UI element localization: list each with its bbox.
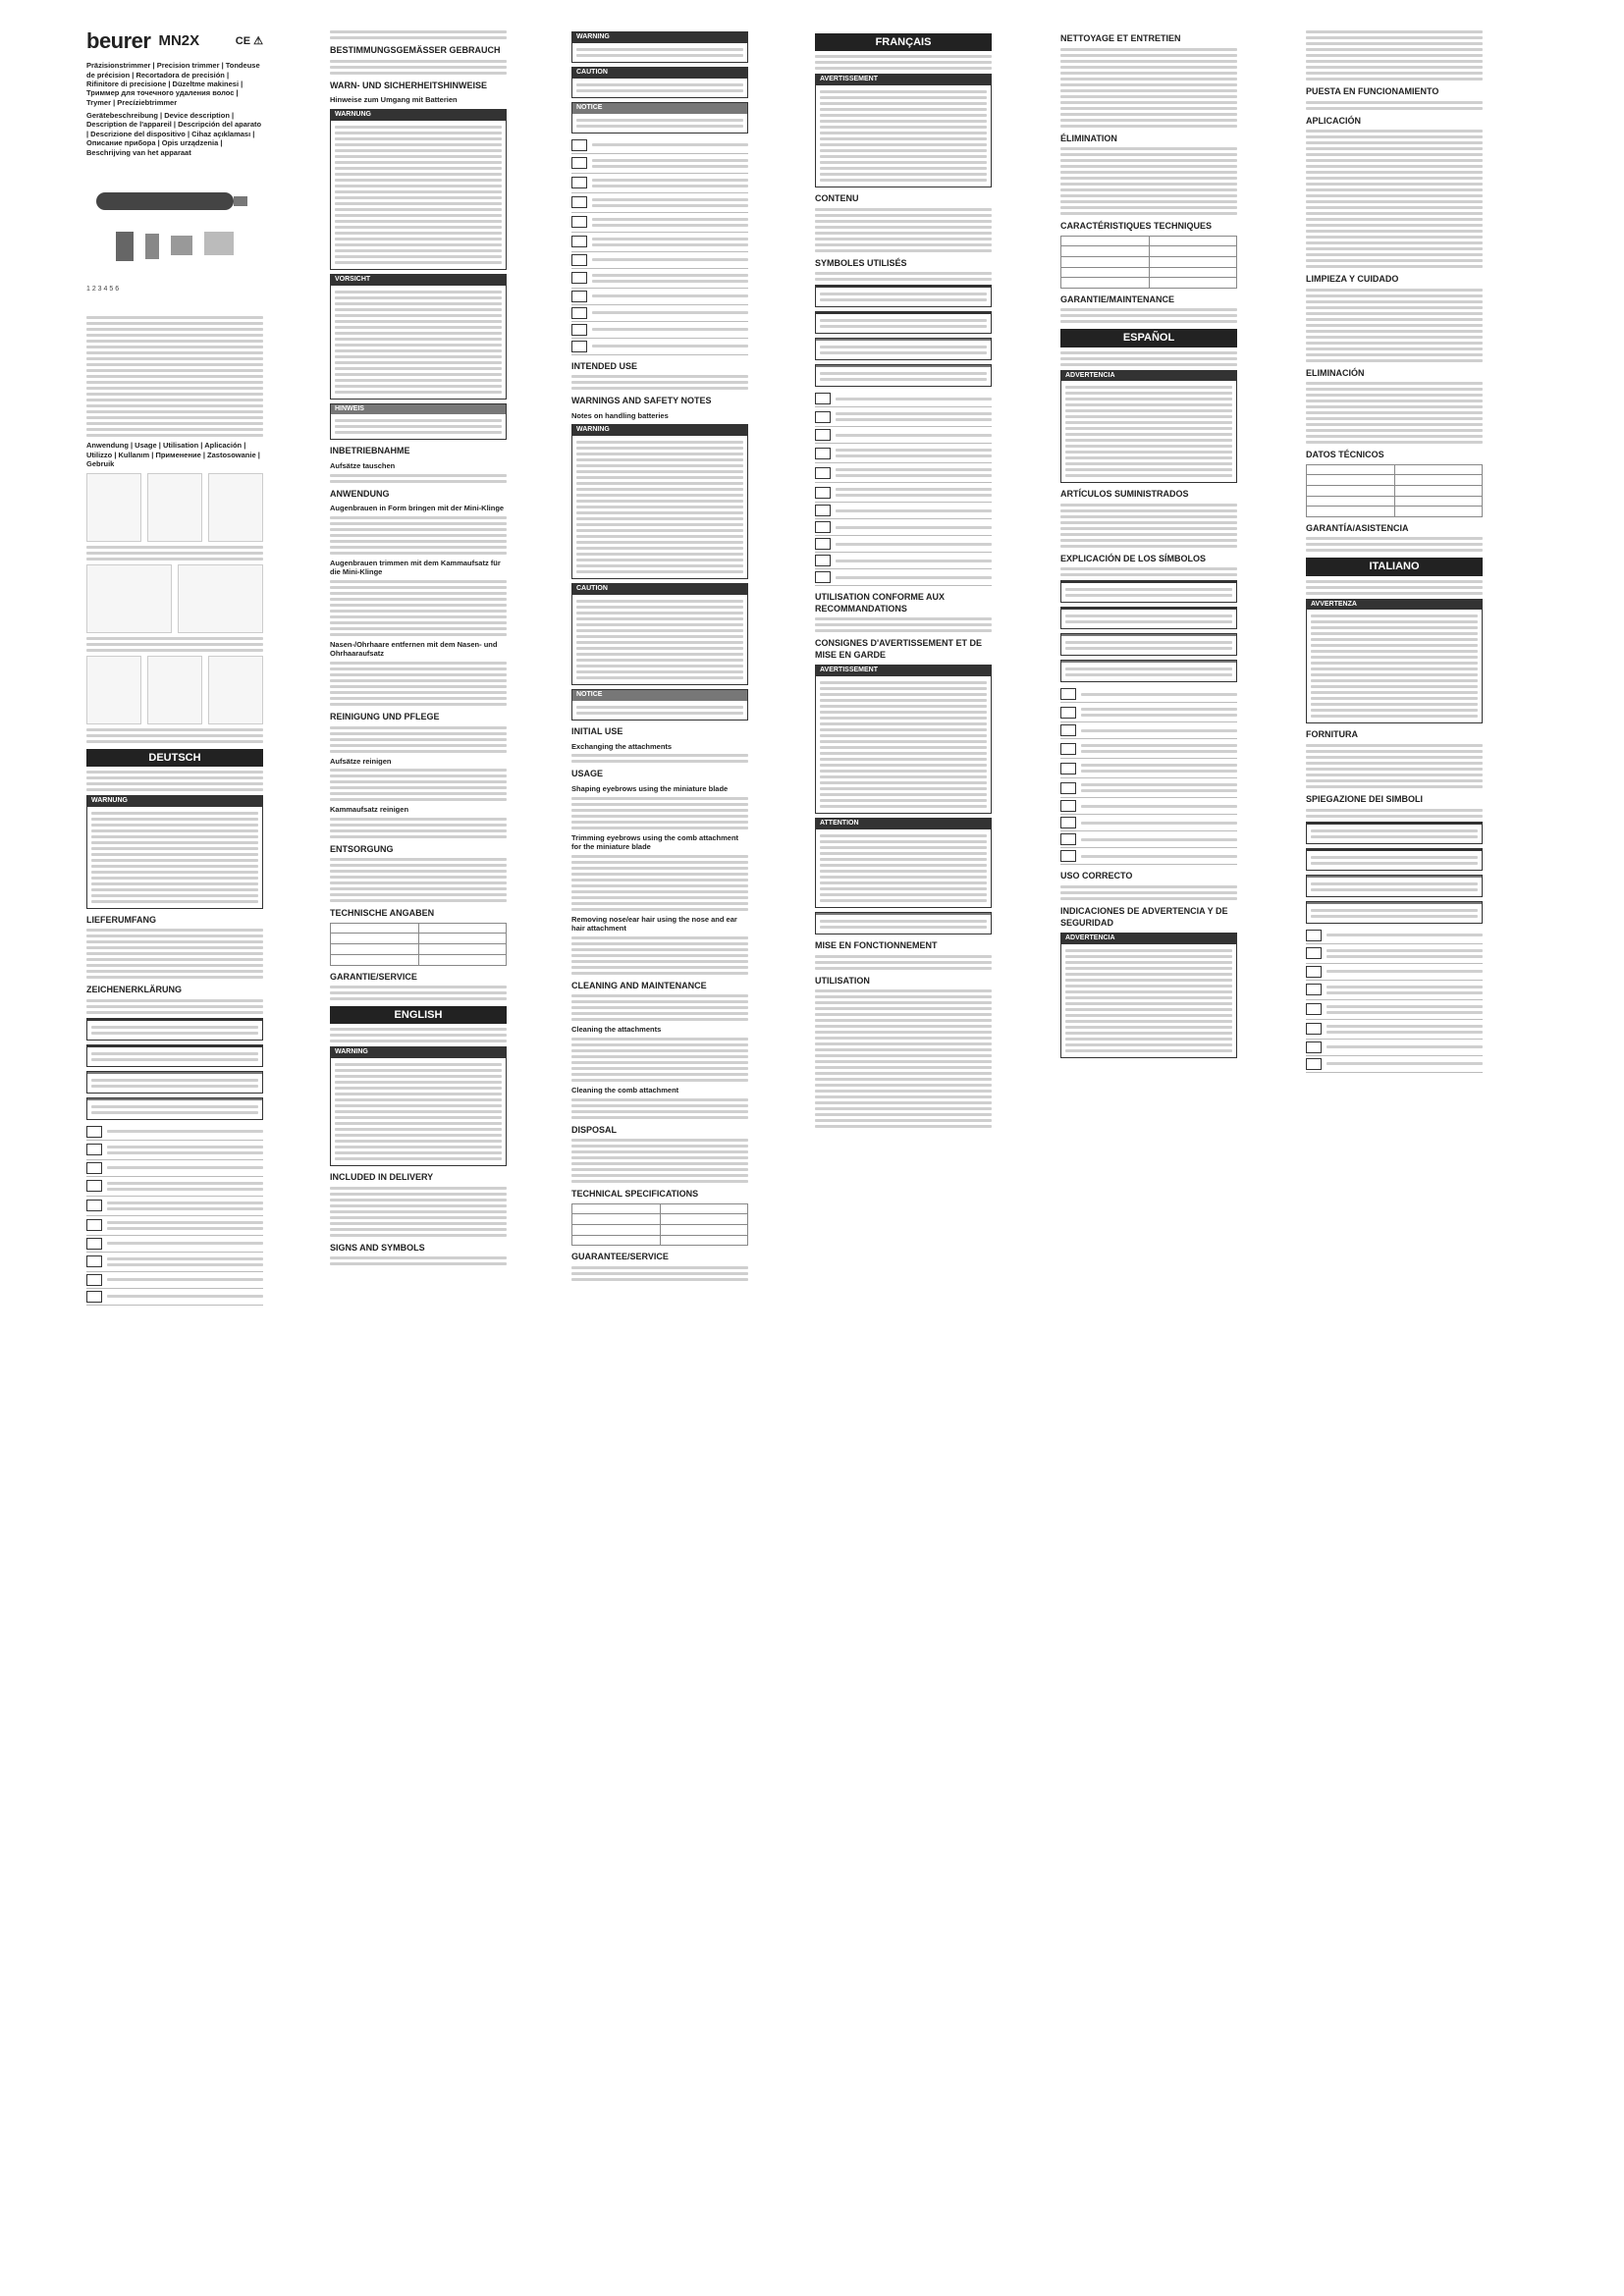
- svg-text:1 2 3 4 5 6: 1 2 3 4 5 6: [86, 285, 120, 293]
- symbol-list-de: [86, 1124, 263, 1306]
- spec-table-fr: [1060, 236, 1237, 289]
- section-espanol: ESPAÑOL: [1060, 329, 1237, 347]
- product-illustration: [86, 163, 263, 310]
- usage-illustrations-row1: [86, 473, 263, 542]
- section-english: ENGLISH: [330, 1006, 507, 1024]
- device-description-heading: Gerätebeschreibung | Device description | Description de l'appareil | Descripción del aparato | Descrizione del dispositivo | Cihaz açıklaması | Описание прибора | Opis urządzenia | Beschrijving van het apparaat: [86, 111, 262, 157]
- column-francais: FRANÇAIS AVERTISSEMENT CONTENU SYMBOLES UTILISÉS UTILISATION CONFORME AUX RECOMMANDATIONS CONSIGNES D'AVERTISSEMENT ET DE MISE EN GARDE AVERTISSEMENT ATTENTION MISE EN FONCTIONNEMENT UTILISATION: [815, 27, 992, 1131]
- section-italiano: ITALIANO: [1306, 558, 1483, 575]
- heading-lieferumfang: LIEFERUMFANG: [86, 914, 156, 925]
- usage-illustrations-row2: [86, 564, 263, 633]
- heading-warn: WARN- UND SICHERHEITSHINWEISE: [330, 80, 488, 90]
- usage-illustrations-row3: [86, 656, 263, 724]
- column-english: WARNING CAUTION NOTICE INTENDED USE WARNINGS AND SAFETY NOTES Notes on handling batteries WARNING CAUTION NOTICE INITIAL USE Exchanging the attachments USAGE Shaping eyebrows using the miniature blade Trimming eyebrows using the comb attachment for the miniature blade Removing nose/ear hair using the nose and ear hair attachment CLEANING AND MAINTENANCE Cleaning the attachments Cleaning the comb attachment DISPOSAL TECHNICAL SPECIFICATIONS GUARANTEE/SERVICE: [571, 27, 748, 1284]
- column-francais-espanol: NETTOYAGE ET ENTRETIEN ÉLIMINATION CARACTÉRISTIQUES TECHNIQUES GARANTIE/MAINTENANCE ESPAÑOL ADVERTENCIA ARTÍCULOS SUMINISTRADOS EXPLICACIÓN DE LOS SÍMBOLOS USO CORRECTO INDICACIONES DE ADVERTENCIA Y DE SEGURIDAD ADVERTENCIA: [1060, 27, 1237, 1062]
- warning-box-de: WARNUNG: [86, 795, 263, 909]
- symbol-list-en: [571, 137, 748, 355]
- symbol-list-it: [1306, 928, 1483, 1073]
- symbol-list-es: [1060, 686, 1237, 865]
- section-deutsch: DEUTSCH: [86, 749, 263, 767]
- model-name: MN2X: [158, 32, 200, 50]
- symbol-list-fr: [815, 391, 992, 586]
- column-deutsch: BESTIMMUNGSGEMÄSSER GEBRAUCH WARN- UND SICHERHEITSHINWEISE Hinweise zum Umgang mit Batterien WARNUNG VORSICHT HINWEIS INBETRIEBNAHME Aufsätze tauschen ANWENDUNG Augenbrauen in Form bringen mit der Mini-Klinge Augenbrauen trimmen mit dem Kammaufsatz für die Mini-Klinge Nasen-/Ohrhaare entfernen mit dem Nasen- und Ohrhaaraufsatz REINIGUNG UND PFLEGE Aufsätze reinigen Kammaufsatz reinigen ENTSORGUNG TECHNISCHE ANGABEN GARANTIE/SERVICE ENGLISH WARNING INCLUDED IN DELIVERY SIGNS AND SYMBOLS: [330, 27, 507, 1268]
- column-cover: [86, 27, 263, 1306]
- brand-header: [86, 27, 263, 55]
- product-titles: Präzisionstrimmer | Precision trimmer | Tondeuse de précision | Recortadora de precisión | Rifinitore di precisione | Düzeltme makinesi | Триммер для точечного удаления волос | Trymer | Precíziebtrimmer: [86, 61, 260, 107]
- spec-table-en: [571, 1203, 748, 1247]
- trimmer-icon: [86, 163, 263, 310]
- brand-logo: beurer: [86, 28, 151, 53]
- spec-table-es: [1306, 464, 1483, 517]
- heading-zeichen: ZEICHENERKLÄRUNG: [86, 985, 183, 995]
- usage-heading: Anwendung | Usage | Utilisation | Aplicación | Utilizzo | Kullanım | Применение | Zastosowanie | Gebruik: [86, 440, 260, 469]
- part-list: [86, 316, 263, 437]
- heading-gebrauch: BESTIMMUNGSGEMÄSSER GEBRAUCH: [330, 45, 501, 55]
- column-espanol-italiano: PUESTA EN FUNCIONAMIENTO APLICACIÓN LIMPIEZA Y CUIDADO ELIMINACIÓN DATOS TÉCNICOS GARANTÍA/ASISTENCIA ITALIANO AVVERTENZA FORNITURA SPIEGAZIONE DEI SIMBOLI: [1306, 27, 1483, 1073]
- section-francais: FRANÇAIS: [815, 33, 992, 51]
- spec-table-de: [330, 923, 507, 966]
- ce-mark-icon: CE ⚠: [235, 35, 263, 48]
